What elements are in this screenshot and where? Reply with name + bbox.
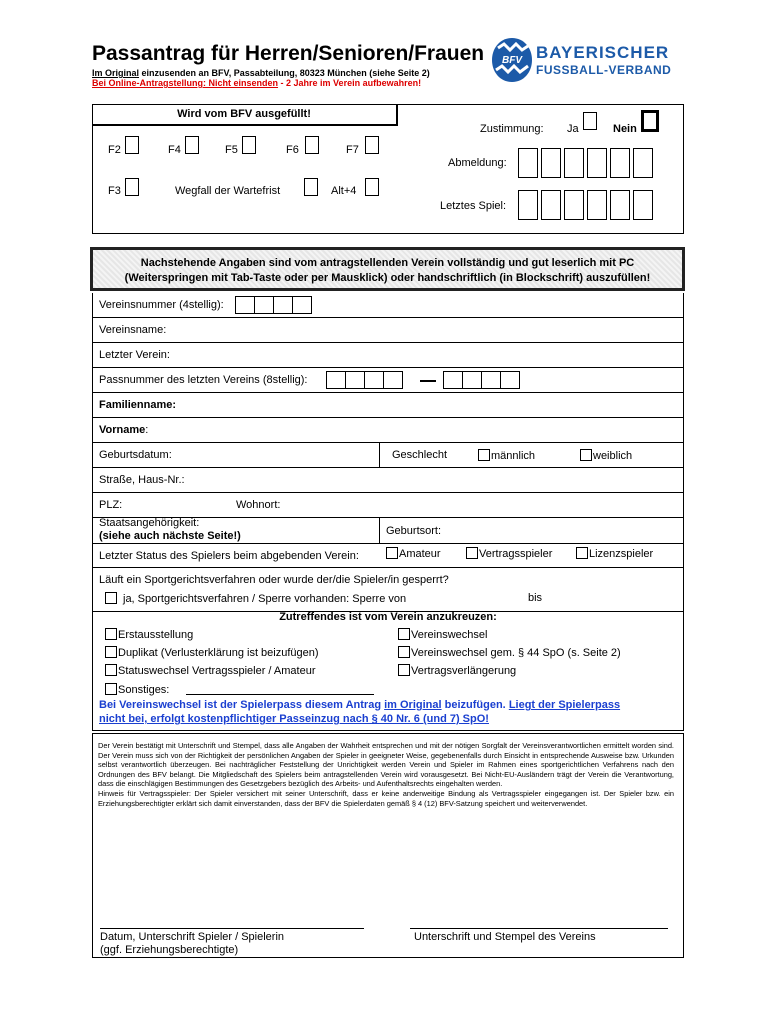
form-title: Passantrag für Herren/Senioren/Frauen — [92, 42, 485, 65]
label-f7: F7 — [346, 144, 359, 156]
row-vereinsnummer: Vereinsnummer (4stellig): — [92, 293, 684, 318]
verein-section-title: Zutreffendes ist vom Verein anzukreuzen: — [279, 611, 497, 623]
row-strasse[interactable]: Straße, Haus-Nr.: — [92, 468, 684, 493]
checkbox-wegfall[interactable] — [304, 178, 318, 196]
option-statuswechsel[interactable]: Statuswechsel Vertragsspieler / Amateur — [105, 664, 315, 677]
divider — [379, 443, 380, 468]
sonstiges-line[interactable] — [186, 694, 374, 695]
option-duplikat[interactable]: Duplikat (Verlusterklärung ist beizufügen) — [105, 646, 319, 659]
label-f5: F5 — [225, 144, 238, 156]
label-f6: F6 — [286, 144, 299, 156]
label-abmeldung: Abmeldung: — [448, 157, 507, 169]
row-passnummer: Passnummer des letzten Vereins (8stellig): — [92, 368, 684, 393]
label-ja: Ja — [567, 123, 579, 135]
option-vertragsverlaengerung[interactable]: Vertragsverlängerung — [398, 664, 516, 677]
option-sportgericht-ja[interactable]: ja, Sportgerichtsverfahren / Sperre vorhanden: Sperre von — [105, 592, 406, 605]
bfv-logo-icon — [490, 36, 534, 84]
option-maennlich[interactable]: männlich — [478, 449, 535, 462]
passnummer-cells-2[interactable] — [444, 371, 520, 389]
passnummer-dash — [420, 380, 436, 382]
row-vereinsname[interactable]: Vereinsname: — [92, 318, 684, 343]
option-vereinswechsel[interactable]: Vereinswechsel — [398, 628, 487, 641]
row-familienname[interactable]: Familienname: — [92, 393, 684, 418]
label-wegfall: Wegfall der Wartefrist — [175, 185, 281, 197]
abmeldung-date-cells[interactable] — [518, 148, 653, 178]
checkbox-ja[interactable] — [583, 112, 597, 130]
sportgericht-question: Läuft ein Sportgerichtsverfahren oder wurde der/die Spieler/in gesperrt? — [99, 574, 449, 586]
label-staatsangehoerigkeit: Staatsangehörigkeit: (siehe auch nächste Seite!) — [99, 517, 241, 542]
option-weiblich[interactable]: weiblich — [580, 449, 632, 462]
label-f2: F2 — [108, 144, 121, 156]
checkbox-f6[interactable] — [305, 136, 319, 154]
passnummer-cells-1[interactable] — [327, 371, 403, 389]
option-lizenzspieler[interactable]: Lizenzspieler — [576, 547, 653, 560]
row-letzter-verein[interactable]: Letzter Verein: — [92, 343, 684, 368]
label-f4: F4 — [168, 144, 181, 156]
label-geschlecht: Geschlecht — [392, 449, 448, 461]
option-vertragsspieler[interactable]: Vertragsspieler — [466, 547, 552, 560]
passeinzug-note: Bei Vereinswechsel ist der Spielerpass diesem Antrag im Original beizufügen. Liegt der Spielerpass nicht bei, erfolgt kostenpflichtiger Passeinzug nach § 40 Nr. 6 (und 7) SpO! — [99, 699, 621, 725]
label-wohnort: Wohnort: — [236, 499, 281, 511]
label-guardian: (ggf. Erziehungsberechtigte) — [100, 944, 239, 956]
label-zustimmung: Zustimmung: — [480, 123, 544, 135]
option-amateur[interactable]: Amateur — [386, 547, 441, 560]
label-nein: Nein — [613, 123, 637, 135]
label-f3: F3 — [108, 185, 121, 197]
checkbox-f3[interactable] — [125, 178, 139, 196]
label-geburtsort: Geburtsort: — [386, 525, 442, 537]
label-signature-club: Unterschrift und Stempel des Vereins — [414, 931, 596, 943]
label-alt4: Alt+4 — [331, 185, 357, 197]
option-erstausstellung[interactable]: Erstausstellung — [105, 628, 193, 641]
legal-text: Der Verein bestätigt mit Unterschrift und Stempel, dass alle Angaben der Wahrheit entsprechen und mit der nötigen Sorgfalt der Vereinsverantwortlichen ermittelt worden sind. Der Verein muss sich von der Richtigkeit der persönlichen Angaben der Spieler in geeigneter Weise, gegebenenfalls durch Einsicht in entsprechende Ausweise bzw. Urkunden selbst verantwortlich überzeugen. Bei nachträglicher Feststellung der Unrichtigkeit werden Verein und Spieler im Rahmen eines sportgerichtlichen Verfahrens nach den Ordnungen des BFV belangt. Die Mitgliedschaft des Spielers beim antragstellenden Verein wird vorausgesetzt. Bei Nicht-EU-Ausländern trägt der Verein die Verantwortung, dass die einschlägigen Bestimmungen des Gesetzgebers bezüglich des Arbeits- und Aufenthaltsrechts eingehalten werden. Hinweis für Vertragsspieler: Der Spieler versichert mit seiner Unterschrift, dass er keine anderweitige Bindung als Vertragsspieler eingegangen ist. Der Spieler bzw. ein Erziehungsberechtigter erklärt sich damit einverstanden, dass der BFV die Spielerdaten gemäß § 4 (12) BFV-Satzung speichert und weiterverwendet. — [98, 741, 674, 808]
svg-text:BFV: BFV — [502, 55, 522, 66]
checkbox-f5[interactable] — [242, 136, 256, 154]
logo-text-fussball-verband: FUSSBALL-VERBAND — [536, 63, 672, 77]
row-plz[interactable]: PLZ: — [92, 493, 684, 518]
checkbox-f2[interactable] — [125, 136, 139, 154]
option-sonstiges[interactable]: Sonstiges: — [105, 683, 169, 696]
row-vorname[interactable]: Vorname: — [92, 418, 684, 443]
send-instruction: Im Original einzusenden an BFV, Passabteilung, 80323 München (siehe Seite 2) — [92, 68, 430, 78]
checkbox-f4[interactable] — [185, 136, 199, 154]
label-bis: bis — [528, 592, 543, 604]
label-signature-player: Datum, Unterschrift Spieler / Spielerin — [100, 931, 285, 943]
checkbox-alt4[interactable] — [365, 178, 379, 196]
vereinsnummer-cells[interactable] — [236, 296, 312, 314]
bfv-box-title: Wird vom BFV ausgefüllt! — [92, 104, 398, 126]
logo-text-bayerischer: BAYERISCHER — [536, 43, 670, 62]
instruction-banner: Nachstehende Angaben sind vom antragstellenden Verein vollständig und gut leserlich mit PC (Weiterspringen mit Tab-Taste oder per Mausklick) oder handschriftlich (in Blockschrift) auszufüllen! — [90, 247, 685, 291]
option-vereinswechsel-44[interactable]: Vereinswechsel gem. § 44 SpO (s. Seite 2) — [398, 646, 621, 659]
label-letztes-spiel: Letztes Spiel: — [440, 200, 507, 212]
checkbox-nein[interactable] — [641, 110, 659, 132]
signature-line-club[interactable] — [410, 928, 668, 929]
row-letzter-status: Letzter Status des Spielers beim abgebenden Verein: — [92, 544, 684, 568]
online-instruction: Bei Online-Antragstellung: Nicht einsenden - 2 Jahre im Verein aufbewahren! — [92, 78, 422, 88]
letztes-spiel-date-cells[interactable] — [518, 190, 653, 220]
divider — [379, 518, 380, 544]
checkbox-f7[interactable] — [365, 136, 379, 154]
row-geburtsdatum[interactable]: Geburtsdatum: — [92, 443, 684, 468]
signature-line-player[interactable] — [100, 928, 364, 929]
